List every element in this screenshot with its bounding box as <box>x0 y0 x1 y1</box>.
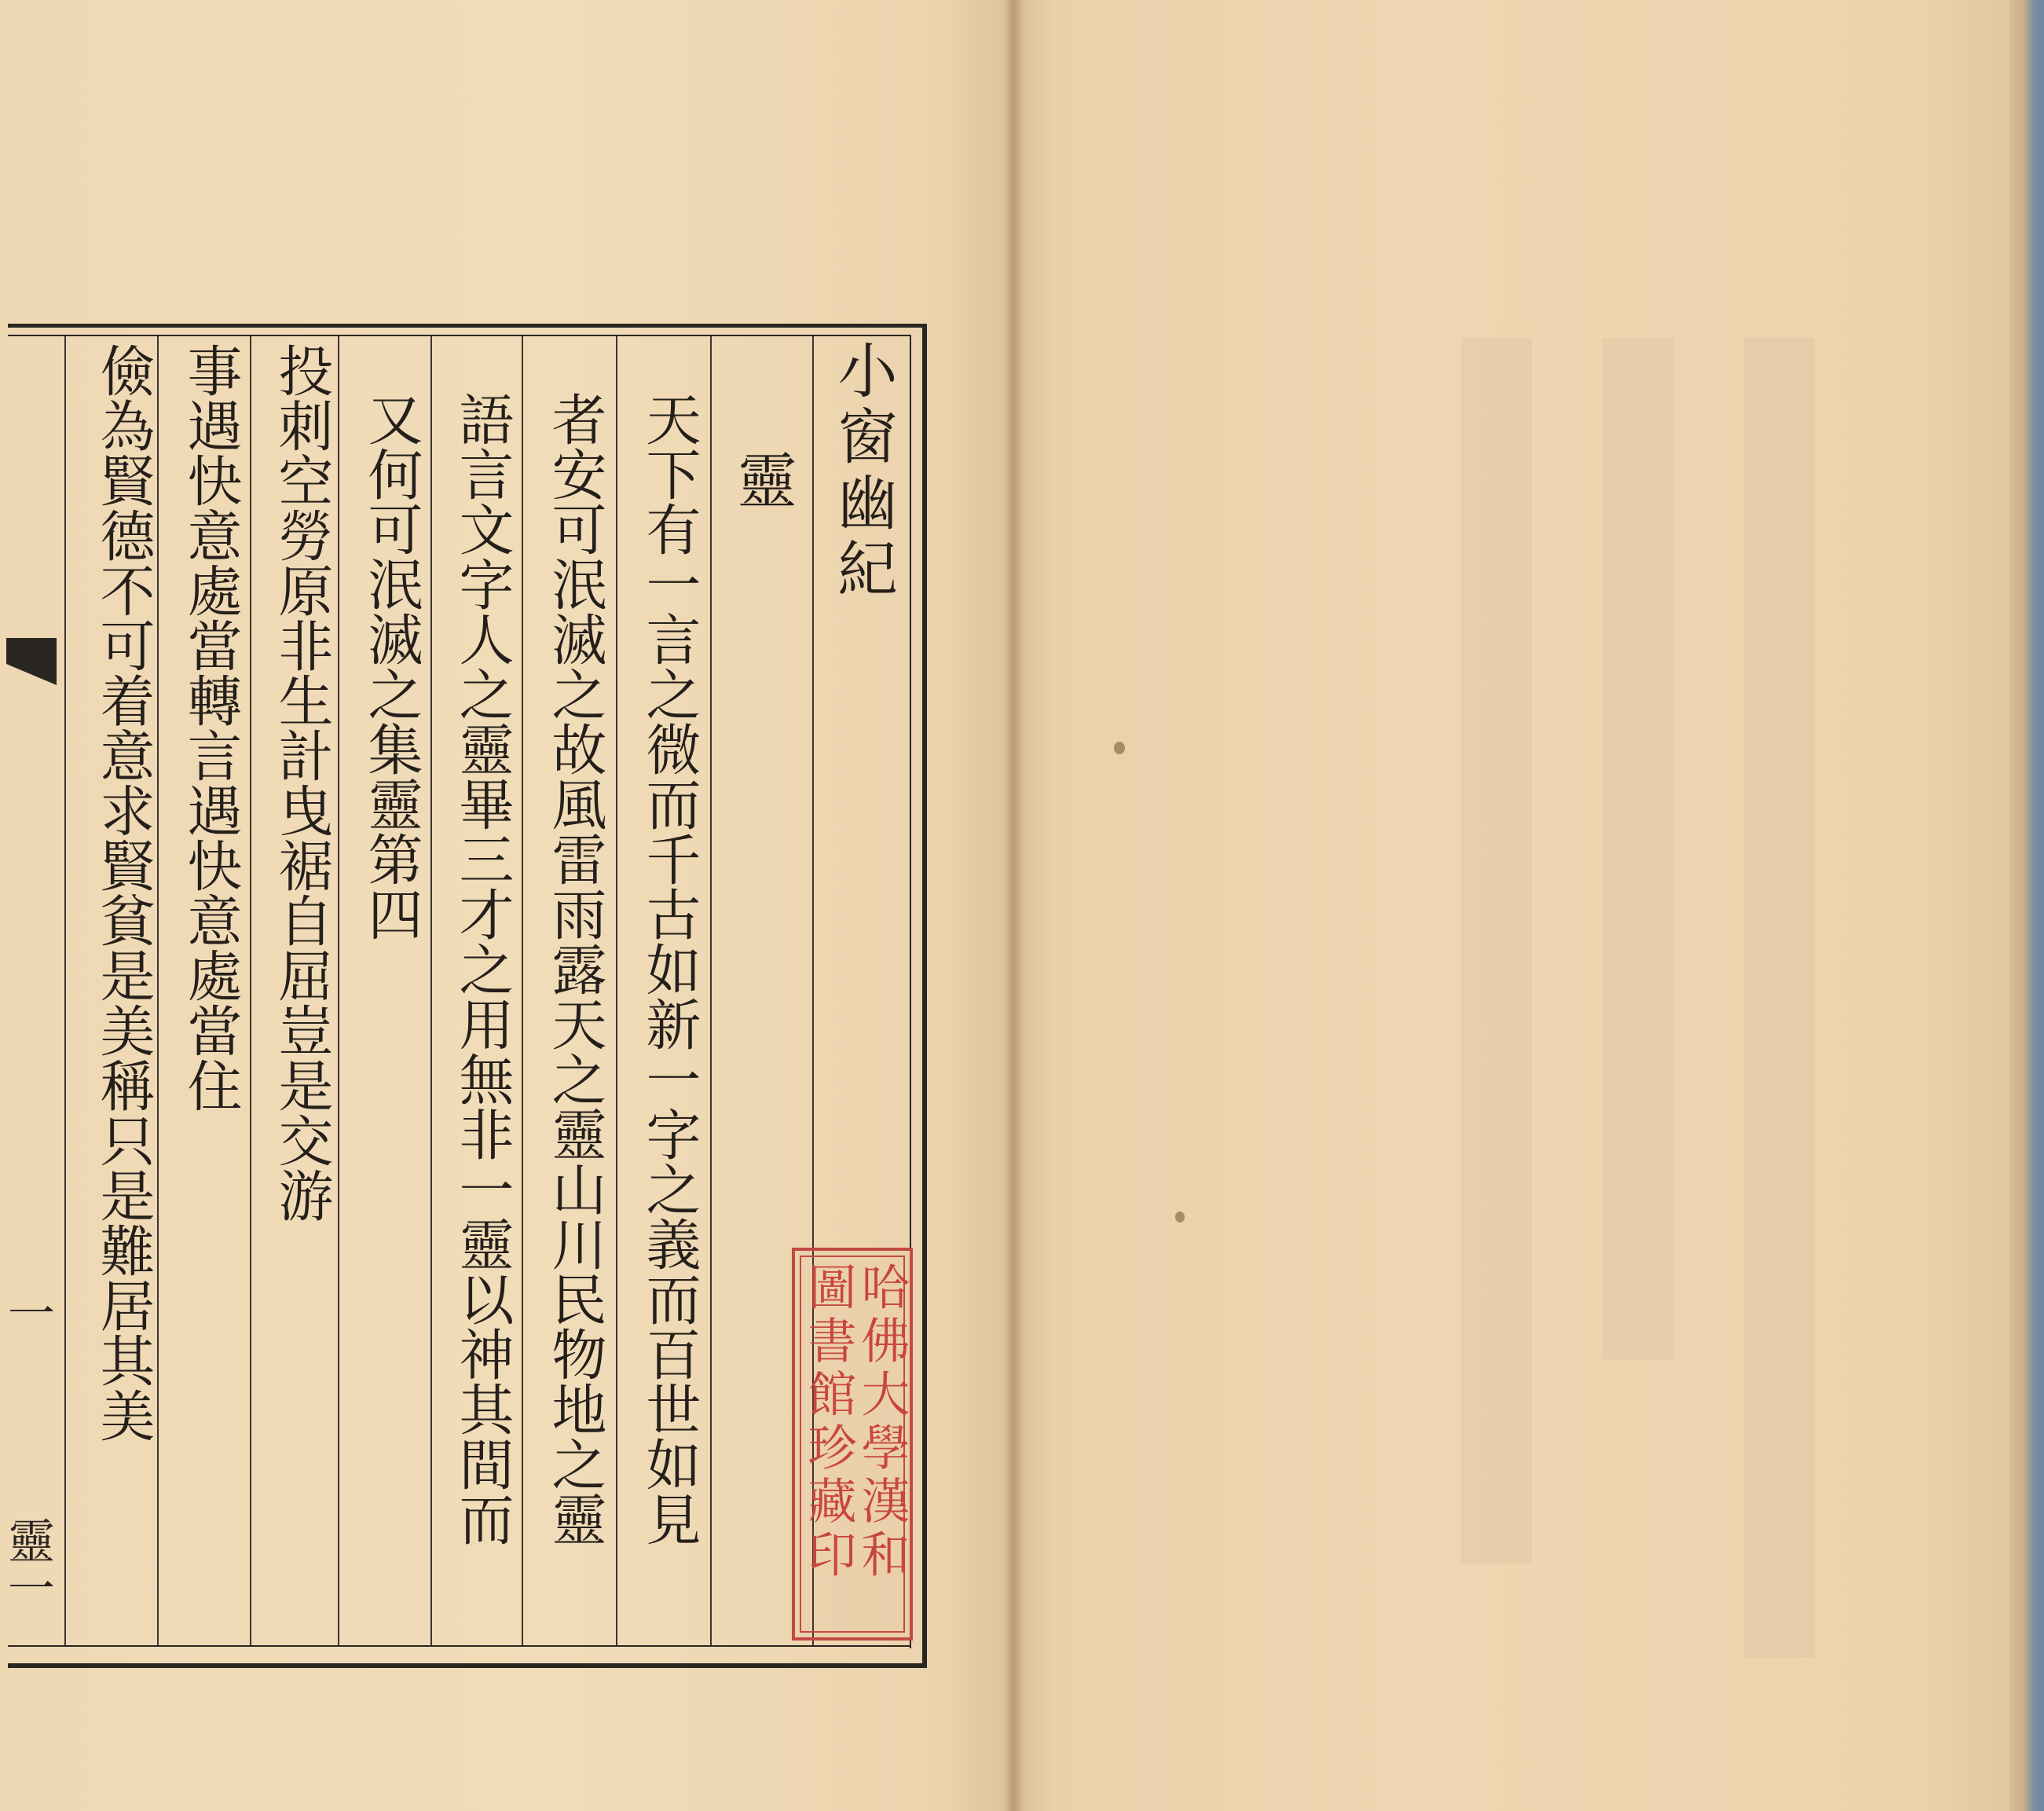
fold-page-number: 一 <box>0 1289 55 1336</box>
print-block-inner-rule <box>8 335 911 336</box>
text-column: 天下有一言之微而千古如新一字之義而百世如見 <box>637 391 701 1546</box>
print-block-inner-rule <box>8 1645 911 1647</box>
column-rule <box>250 336 251 1645</box>
library-seal <box>792 1248 913 1641</box>
fold-section-label: 靈一 <box>0 1516 55 1611</box>
text-column: 語言文字人之靈畢三才之用無非一靈以神其間而 <box>450 391 515 1546</box>
paper-stain <box>1114 742 1125 754</box>
show-through-mark <box>1603 338 1673 1359</box>
page-edge <box>2009 0 2044 1811</box>
book-title: 小窗幽紀 <box>828 339 898 603</box>
column-rule <box>710 336 712 1645</box>
column-rule <box>157 336 159 1645</box>
text-column: 投刺空勞原非生計曳裾自屈豈是交游 <box>269 343 334 1223</box>
seal-text-right: 哈佛大學漢和 <box>853 1262 910 1582</box>
gutter-fold <box>1004 0 1024 1811</box>
show-through-mark <box>1744 338 1815 1658</box>
column-rule <box>64 336 66 1645</box>
chapter-heading: 靈 <box>727 449 797 515</box>
seal-text-left: 圖書館珍藏印 <box>800 1262 857 1582</box>
show-through-mark <box>1461 338 1532 1564</box>
paper-stain <box>1175 1212 1185 1223</box>
text-column: 儉為賢德不可着意求賢貧是美稱只是難居其美 <box>91 343 156 1443</box>
text-column: 者安可泯滅之故風雷雨露天之靈山川民物地之靈 <box>543 391 607 1546</box>
column-rule <box>430 336 432 1645</box>
text-column: 事遇快意處當轉言遇快意處當住 <box>178 343 243 1113</box>
column-rule <box>522 336 523 1645</box>
text-column: 又何可泯滅之集靈第四 <box>359 391 423 941</box>
column-rule <box>616 336 617 1645</box>
